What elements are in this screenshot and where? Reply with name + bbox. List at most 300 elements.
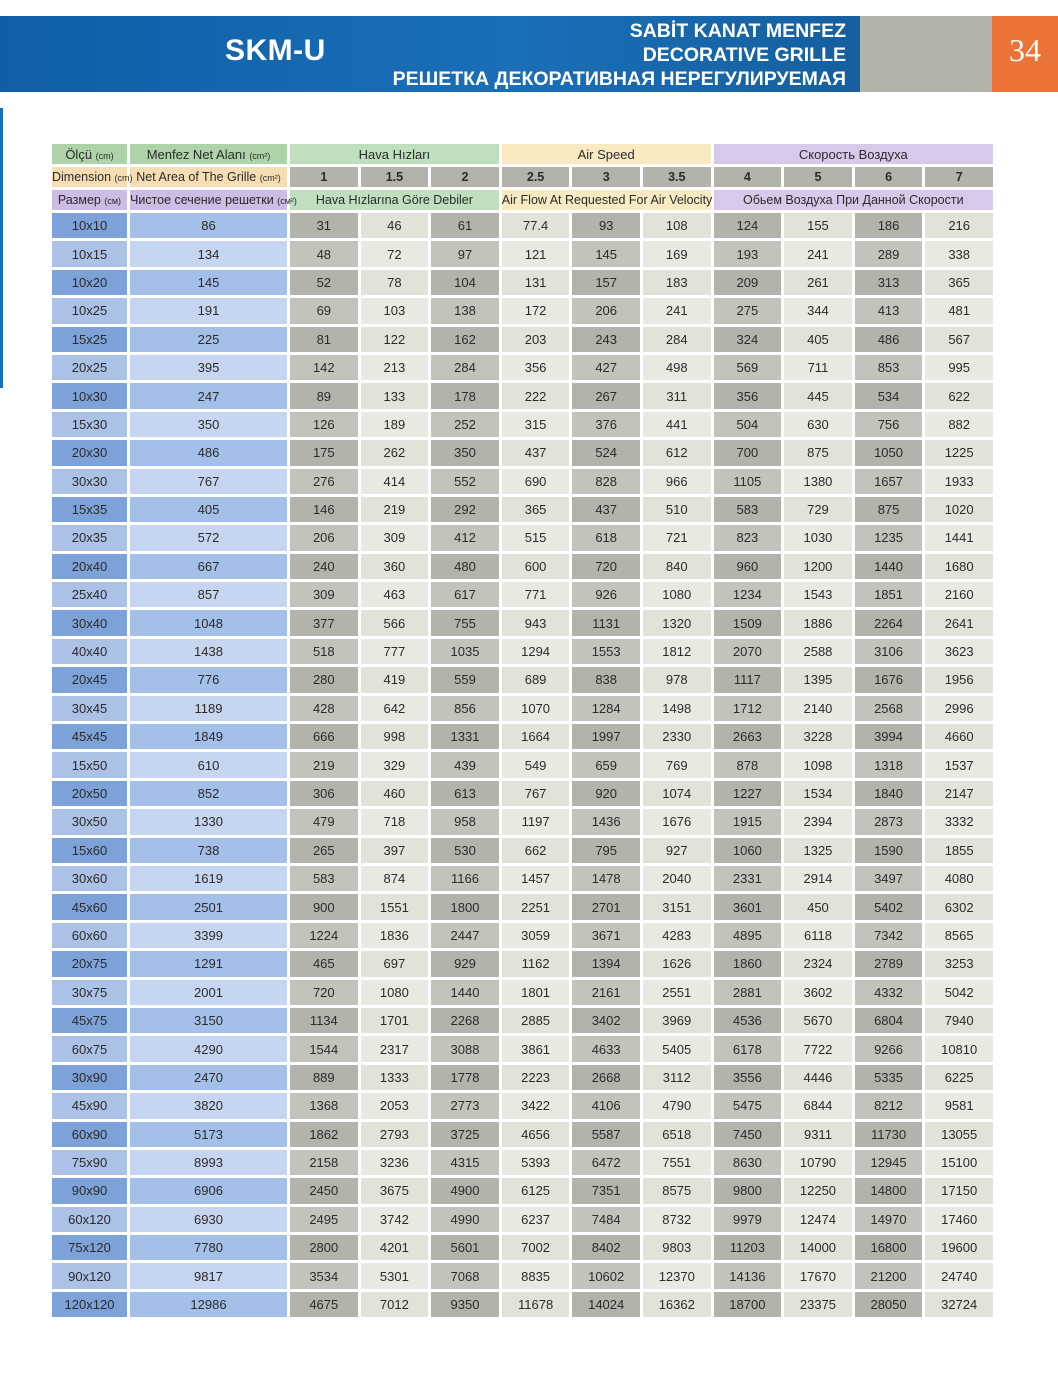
flow-cell: 275: [714, 298, 782, 323]
header-row-turkish: [52, 144, 993, 164]
dimension-cell: 30x50: [52, 809, 127, 834]
flow-cell: 5475: [714, 1093, 782, 1118]
flow-cell: 186: [855, 213, 923, 238]
flow-cell: 1701: [361, 1008, 429, 1033]
flow-cell: 530: [431, 838, 499, 863]
flow-cell: 1676: [643, 809, 711, 834]
flow-cell: 1862: [290, 1122, 358, 1147]
flow-cell: 617: [431, 582, 499, 607]
flow-cell: 755: [431, 610, 499, 635]
flow-cell: 8732: [643, 1207, 711, 1232]
flow-cell: 697: [361, 951, 429, 976]
flow-cell: 1956: [925, 667, 993, 692]
flow-cell: 61: [431, 213, 499, 238]
flow-cell: 2251: [502, 894, 570, 919]
flow-cell: 280: [290, 667, 358, 692]
flow-cell: 4900: [431, 1178, 499, 1203]
flow-cell: 1836: [361, 923, 429, 948]
flow-cell: 3671: [572, 923, 640, 948]
side-accent-line: [0, 108, 3, 388]
flow-cell: 450: [784, 894, 852, 919]
net-area-cell: 191: [130, 298, 287, 323]
flow-cell: 14024: [572, 1292, 640, 1317]
flow-cell: 412: [431, 525, 499, 550]
flow-header-tr: Hava Hızlarına Göre Debiler: [290, 190, 499, 210]
flow-cell: 729: [784, 497, 852, 522]
page-header: [0, 16, 1058, 92]
flow-cell: 439: [431, 752, 499, 777]
flow-cell: 1886: [784, 610, 852, 635]
flow-cell: 2158: [290, 1150, 358, 1175]
speed-value-cell: 4: [714, 167, 782, 187]
flow-cell: 1325: [784, 838, 852, 863]
flow-cell: 600: [502, 554, 570, 579]
flow-cell: 2268: [431, 1008, 499, 1033]
flow-cell: 1331: [431, 724, 499, 749]
flow-cell: 4660: [925, 724, 993, 749]
title-english: DECORATIVE GRILLE: [642, 44, 846, 66]
flow-cell: 3106: [855, 639, 923, 664]
flow-cell: 524: [572, 440, 640, 465]
flow-cell: 4332: [855, 980, 923, 1005]
net-area-cell: 610: [130, 752, 287, 777]
speed-header-ru: Скорость Воздуха: [714, 144, 993, 164]
flow-cell: 48: [290, 241, 358, 266]
dimension-cell: 20x75: [52, 951, 127, 976]
flow-cell: 97: [431, 241, 499, 266]
flow-cell: 5402: [855, 894, 923, 919]
dimension-cell: 60x75: [52, 1036, 127, 1061]
flow-cell: 8835: [502, 1263, 570, 1288]
dimension-cell: 10x10: [52, 213, 127, 238]
table-row: [52, 497, 993, 522]
flow-cell: 1801: [502, 980, 570, 1005]
flow-cell: 344: [784, 298, 852, 323]
net-area-cell: 134: [130, 241, 287, 266]
flow-cell: 7940: [925, 1008, 993, 1033]
flow-cell: 18700: [714, 1292, 782, 1317]
flow-cell: 203: [502, 327, 570, 352]
net-area-cell: 2001: [130, 980, 287, 1005]
flow-cell: 289: [855, 241, 923, 266]
flow-cell: 4656: [502, 1122, 570, 1147]
flow-cell: 8402: [572, 1235, 640, 1260]
net-area-cell: 852: [130, 781, 287, 806]
speed-value-cell: 7: [925, 167, 993, 187]
dimension-cell: 20x45: [52, 667, 127, 692]
flow-cell: 1200: [784, 554, 852, 579]
flow-cell: 515: [502, 525, 570, 550]
flow-cell: 397: [361, 838, 429, 863]
flow-cell: 77.4: [502, 213, 570, 238]
flow-cell: 6118: [784, 923, 852, 948]
flow-cell: 28050: [855, 1292, 923, 1317]
flow-cell: 1074: [643, 781, 711, 806]
flow-cell: 481: [925, 298, 993, 323]
net-area-cell: 395: [130, 355, 287, 380]
flow-cell: 262: [361, 440, 429, 465]
flow-cell: 3623: [925, 639, 993, 664]
flow-cell: 3602: [784, 980, 852, 1005]
flow-cell: 853: [855, 355, 923, 380]
flow-cell: 720: [572, 554, 640, 579]
flow-cell: 2701: [572, 894, 640, 919]
speed-value-cell: 1.5: [361, 167, 429, 187]
net-area-cell: 1438: [130, 639, 287, 664]
flow-cell: 510: [643, 497, 711, 522]
flow-cell: 1235: [855, 525, 923, 550]
flow-cell: 6125: [502, 1178, 570, 1203]
flow-cell: 1060: [714, 838, 782, 863]
flow-cell: 356: [714, 383, 782, 408]
flow-cell: 206: [572, 298, 640, 323]
flow-cell: 1166: [431, 866, 499, 891]
net-area-cell: 3150: [130, 1008, 287, 1033]
flow-cell: 771: [502, 582, 570, 607]
table-row: [52, 554, 993, 579]
table-row: [52, 866, 993, 891]
flow-cell: 3422: [502, 1093, 570, 1118]
flow-cell: 138: [431, 298, 499, 323]
flow-cell: 133: [361, 383, 429, 408]
flow-cell: 14970: [855, 1207, 923, 1232]
flow-cell: 219: [290, 752, 358, 777]
flow-cell: 1333: [361, 1065, 429, 1090]
table-row: [52, 1235, 993, 1260]
flow-cell: 1020: [925, 497, 993, 522]
flow-cell: 1395: [784, 667, 852, 692]
net-area-cell: 225: [130, 327, 287, 352]
flow-cell: 1105: [714, 469, 782, 494]
flow-cell: 1227: [714, 781, 782, 806]
flow-cell: 1778: [431, 1065, 499, 1090]
flow-cell: 23375: [784, 1292, 852, 1317]
flow-cell: 1080: [361, 980, 429, 1005]
flow-cell: 2551: [643, 980, 711, 1005]
flow-cell: 2773: [431, 1093, 499, 1118]
flow-header-ru: Обьем Воздуха При Данной Скорости: [714, 190, 993, 210]
flow-cell: 145: [572, 241, 640, 266]
flow-cell: 1478: [572, 866, 640, 891]
flow-cell: 377: [290, 610, 358, 635]
flow-cell: 630: [784, 412, 852, 437]
flow-cell: 17460: [925, 1207, 993, 1232]
flow-cell: 1440: [431, 980, 499, 1005]
dimension-cell: 15x30: [52, 412, 127, 437]
flow-cell: 1098: [784, 752, 852, 777]
table-row: [52, 838, 993, 863]
net-area-cell: 1189: [130, 696, 287, 721]
flow-cell: 2447: [431, 923, 499, 948]
flow-cell: 1368: [290, 1093, 358, 1118]
net-area-label-en: Net Area of The Grille (cm²): [130, 167, 287, 187]
flow-cell: 13055: [925, 1122, 993, 1147]
flow-cell: 8212: [855, 1093, 923, 1118]
flow-cell: 9350: [431, 1292, 499, 1317]
flow-cell: 69: [290, 298, 358, 323]
flow-cell: 1997: [572, 724, 640, 749]
flow-cell: 1162: [502, 951, 570, 976]
flow-cell: 14800: [855, 1178, 923, 1203]
flow-cell: 1509: [714, 610, 782, 635]
flow-cell: 405: [784, 327, 852, 352]
flow-cell: 252: [431, 412, 499, 437]
flow-cell: 419: [361, 667, 429, 692]
dimension-cell: 10x25: [52, 298, 127, 323]
flow-cell: 19600: [925, 1235, 993, 1260]
flow-cell: 690: [502, 469, 570, 494]
flow-cell: 6472: [572, 1150, 640, 1175]
flow-cell: 2040: [643, 866, 711, 891]
dimension-label-en: Dimension (cm): [52, 167, 127, 187]
flow-cell: 6237: [502, 1207, 570, 1232]
flow-cell: 2793: [361, 1122, 429, 1147]
flow-cell: 24740: [925, 1263, 993, 1288]
flow-cell: 1851: [855, 582, 923, 607]
net-area-cell: 5173: [130, 1122, 287, 1147]
flow-cell: 504: [714, 412, 782, 437]
flow-cell: 1117: [714, 667, 782, 692]
flow-cell: 178: [431, 383, 499, 408]
flow-cell: 146: [290, 497, 358, 522]
flow-cell: 17670: [784, 1263, 852, 1288]
flow-cell: 720: [290, 980, 358, 1005]
flow-cell: 767: [502, 781, 570, 806]
flow-cell: 6178: [714, 1036, 782, 1061]
net-area-cell: 2501: [130, 894, 287, 919]
flow-cell: 769: [643, 752, 711, 777]
flow-cell: 1457: [502, 866, 570, 891]
flow-cell: 1537: [925, 752, 993, 777]
net-area-cell: 8993: [130, 1150, 287, 1175]
flow-cell: 1318: [855, 752, 923, 777]
flow-cell: 1436: [572, 809, 640, 834]
net-area-cell: 767: [130, 469, 287, 494]
net-area-cell: 1619: [130, 866, 287, 891]
dimension-cell: 30x45: [52, 696, 127, 721]
flow-cell: 1626: [643, 951, 711, 976]
flow-cell: 3861: [502, 1036, 570, 1061]
flow-cell: 309: [290, 582, 358, 607]
table-row: [52, 525, 993, 550]
flow-header-en: Air Flow At Requested For Air Velocity: [502, 190, 711, 210]
flow-cell: 2450: [290, 1178, 358, 1203]
dimension-cell: 120x120: [52, 1292, 127, 1317]
flow-cell: 583: [290, 866, 358, 891]
flow-cell: 3088: [431, 1036, 499, 1061]
flow-cell: 93: [572, 213, 640, 238]
flow-cell: 32724: [925, 1292, 993, 1317]
flow-cell: 108: [643, 213, 711, 238]
flow-cell: 9311: [784, 1122, 852, 1147]
dimension-cell: 30x30: [52, 469, 127, 494]
flow-cell: 2663: [714, 724, 782, 749]
flow-cell: 6302: [925, 894, 993, 919]
flow-cell: 189: [361, 412, 429, 437]
flow-cell: 313: [855, 270, 923, 295]
flow-cell: 52: [290, 270, 358, 295]
net-area-cell: 7780: [130, 1235, 287, 1260]
flow-cell: 3112: [643, 1065, 711, 1090]
speed-value-cell: 5: [784, 167, 852, 187]
flow-cell: 3675: [361, 1178, 429, 1203]
flow-cell: 926: [572, 582, 640, 607]
flow-cell: 1440: [855, 554, 923, 579]
net-area-cell: 1849: [130, 724, 287, 749]
dimension-cell: 45x45: [52, 724, 127, 749]
flow-cell: 309: [361, 525, 429, 550]
table-row: [52, 440, 993, 465]
table-row: [52, 412, 993, 437]
flow-cell: 437: [502, 440, 570, 465]
flow-cell: 292: [431, 497, 499, 522]
flow-cell: 104: [431, 270, 499, 295]
flow-cell: 4675: [290, 1292, 358, 1317]
dimension-cell: 45x75: [52, 1008, 127, 1033]
flow-cell: 4895: [714, 923, 782, 948]
table-row: [52, 610, 993, 635]
flow-cell: 2641: [925, 610, 993, 635]
flow-cell: 360: [361, 554, 429, 579]
flow-cell: 284: [431, 355, 499, 380]
flow-cell: 3601: [714, 894, 782, 919]
flow-cell: 131: [502, 270, 570, 295]
flow-cell: 878: [714, 752, 782, 777]
flow-cell: 3402: [572, 1008, 640, 1033]
flow-cell: 889: [290, 1065, 358, 1090]
flow-cell: 840: [643, 554, 711, 579]
net-area-cell: 776: [130, 667, 287, 692]
header-blue-band: [0, 16, 860, 92]
flow-cell: 2161: [572, 980, 640, 1005]
dimension-cell: 90x120: [52, 1263, 127, 1288]
flow-cell: 7351: [572, 1178, 640, 1203]
flow-cell: 1657: [855, 469, 923, 494]
flow-cell: 943: [502, 610, 570, 635]
dimension-cell: 20x35: [52, 525, 127, 550]
table-row: [52, 469, 993, 494]
flow-cell: 306: [290, 781, 358, 806]
flow-cell: 437: [572, 497, 640, 522]
flow-cell: 566: [361, 610, 429, 635]
flow-cell: 11730: [855, 1122, 923, 1147]
flow-cell: 486: [855, 327, 923, 352]
flow-cell: 4990: [431, 1207, 499, 1232]
table-row: [52, 1263, 993, 1288]
net-area-cell: 486: [130, 440, 287, 465]
net-area-cell: 12986: [130, 1292, 287, 1317]
flow-cell: 875: [784, 440, 852, 465]
flow-cell: 338: [925, 241, 993, 266]
flow-cell: 124: [714, 213, 782, 238]
flow-cell: 10790: [784, 1150, 852, 1175]
flow-cell: 552: [431, 469, 499, 494]
flow-cell: 219: [361, 497, 429, 522]
flow-cell: 1840: [855, 781, 923, 806]
flow-cell: 1080: [643, 582, 711, 607]
flow-cell: 441: [643, 412, 711, 437]
flow-cell: 4633: [572, 1036, 640, 1061]
flow-cell: 613: [431, 781, 499, 806]
dimension-label-ru: Размер (см): [52, 190, 127, 210]
flow-cell: 175: [290, 440, 358, 465]
flow-cell: 777: [361, 639, 429, 664]
flow-cell: 46: [361, 213, 429, 238]
flow-cell: 241: [643, 298, 711, 323]
flow-cell: 284: [643, 327, 711, 352]
flow-cell: 9266: [855, 1036, 923, 1061]
dimension-cell: 15x60: [52, 838, 127, 863]
flow-cell: 900: [290, 894, 358, 919]
flow-cell: 642: [361, 696, 429, 721]
product-titles: [393, 19, 846, 91]
flow-cell: 445: [784, 383, 852, 408]
flow-cell: 1224: [290, 923, 358, 948]
table-row: [52, 241, 993, 266]
table-row: [52, 696, 993, 721]
speed-value-cell: 3: [572, 167, 640, 187]
flow-cell: 3253: [925, 951, 993, 976]
flow-cell: 2996: [925, 696, 993, 721]
net-area-cell: 247: [130, 383, 287, 408]
dimension-cell: 10x30: [52, 383, 127, 408]
flow-cell: 9803: [643, 1235, 711, 1260]
flow-cell: 874: [361, 866, 429, 891]
net-area-cell: 86: [130, 213, 287, 238]
net-area-cell: 4290: [130, 1036, 287, 1061]
flow-cell: 5335: [855, 1065, 923, 1090]
flow-cell: 1860: [714, 951, 782, 976]
flow-cell: 21200: [855, 1263, 923, 1288]
table-row: [52, 1093, 993, 1118]
flow-cell: 1234: [714, 582, 782, 607]
dimension-cell: 40x40: [52, 639, 127, 664]
flow-cell: 1915: [714, 809, 782, 834]
flow-cell: 183: [643, 270, 711, 295]
flow-cell: 567: [925, 327, 993, 352]
flow-cell: 828: [572, 469, 640, 494]
flow-cell: 11203: [714, 1235, 782, 1260]
page-number: 34: [1009, 32, 1041, 68]
dimension-cell: 75x120: [52, 1235, 127, 1260]
flow-cell: 5601: [431, 1235, 499, 1260]
flow-cell: 7551: [643, 1150, 711, 1175]
flow-cell: 81: [290, 327, 358, 352]
flow-cell: 2324: [784, 951, 852, 976]
dimension-cell: 20x40: [52, 554, 127, 579]
flow-cell: 3151: [643, 894, 711, 919]
flow-cell: 350: [431, 440, 499, 465]
flow-cell: 2147: [925, 781, 993, 806]
flow-cell: 78: [361, 270, 429, 295]
flow-cell: 4790: [643, 1093, 711, 1118]
dimension-cell: 75x90: [52, 1150, 127, 1175]
table-row: [52, 1122, 993, 1147]
flow-cell: 1551: [361, 894, 429, 919]
flow-cell: 583: [714, 497, 782, 522]
flow-cell: 3742: [361, 1207, 429, 1232]
net-area-cell: 405: [130, 497, 287, 522]
flow-cell: 480: [431, 554, 499, 579]
flow-cell: 3332: [925, 809, 993, 834]
table-row: [52, 809, 993, 834]
flow-cell: 1498: [643, 696, 711, 721]
dimension-cell: 30x40: [52, 610, 127, 635]
flow-cell: 460: [361, 781, 429, 806]
flow-cell: 4315: [431, 1150, 499, 1175]
table-row: [52, 383, 993, 408]
flow-cell: 929: [431, 951, 499, 976]
